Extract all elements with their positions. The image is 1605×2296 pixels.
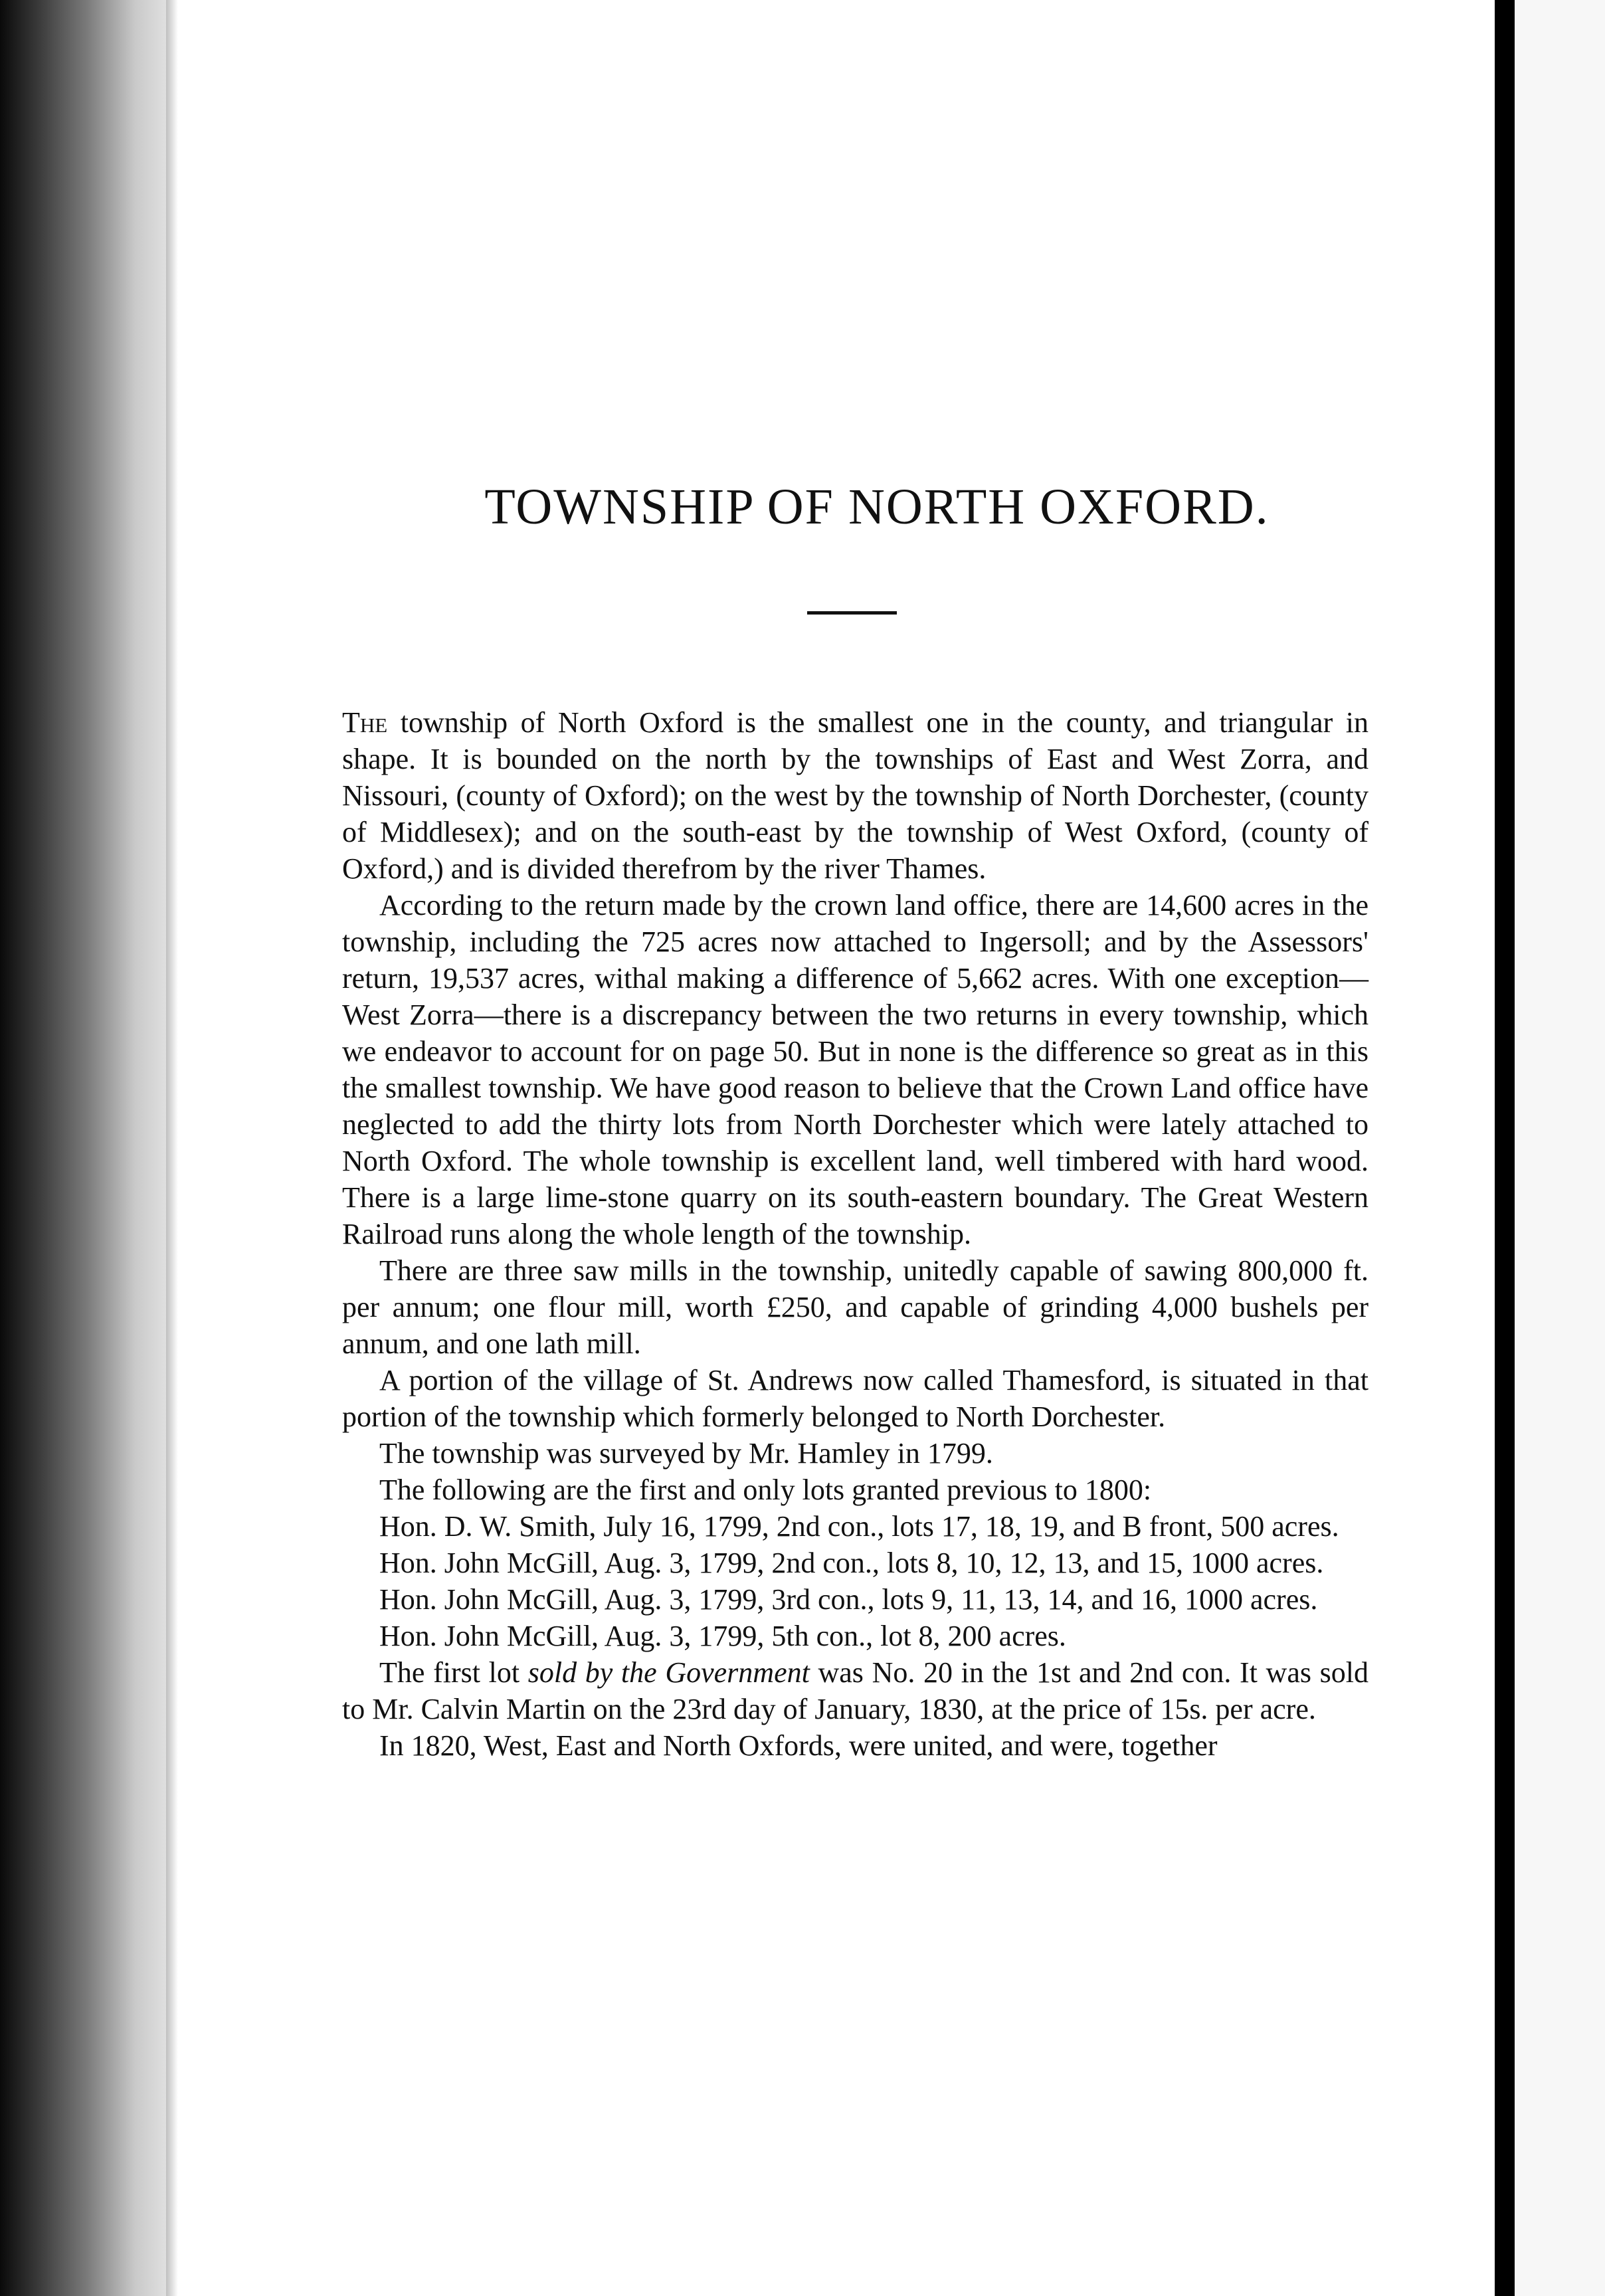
- paragraph-text: township of North Oxford is the smallest one in the county, and triangular in shape. It is bounded on the north by the townships of East and West Zorra, and Nissouri, (county of Oxford); on the west by the township of North Dorchester, (county of Middlesex); and on the south-east by the township of West Oxford, (county of Oxford,) and is divided therefrom by the river Thames.: [342, 706, 1369, 885]
- page-gutter-shadow: [166, 0, 178, 2296]
- paragraph-lead: The: [342, 706, 388, 739]
- paragraph-text: The first lot: [379, 1656, 528, 1689]
- book-spine-edge: [0, 0, 193, 2296]
- paragraph: In 1820, West, East and North Oxfords, were united, and were, together: [379, 1729, 1218, 1762]
- paragraph: [342, 704, 1369, 887]
- paragraph: There are three saw mills in the township, unitedly capable of sawing 800,000 ft. per annum; one flour mill, worth £250, and capable of grinding 4,000 bushels per annum, and one lath mill.: [342, 1254, 1369, 1360]
- paragraph: Hon. John McGill, Aug. 3, 1799, 2nd con., lots 8, 10, 12, 13, and 15, 1000 acres.: [379, 1547, 1324, 1579]
- page-gutter: [1495, 0, 1515, 2296]
- paragraph-text: was No. 20 in the 1st and 2nd con. It was sold to Mr. Calvin Martin on the 23rd day of January, 1830, at the price of 15s. per acre.: [342, 1656, 1369, 1725]
- title-rule: [807, 611, 897, 615]
- paragraph: According to the return made by the crown land office, there are 14,600 acres in the township, including the 725 acres now attached to Ingersoll; and by the Assessors' return, 19,537 acres, withal making a difference of 5,662 acres. With one exception—West Zorra—there is a discrepancy between the two returns in every township, which we endeavor to account for on page 50. But in none is the difference so great as in this the smallest township. We have good reason to believe that the Crown Land office have neglected to add the thirty lots from North Dorchester which were lately attached to North Oxford. The whole township is excellent land, well timbered with hard wood. There is a large lime-stone quarry on its south-eastern boundary. The Great Western Railroad runs along the whole length of the township.: [342, 889, 1369, 1250]
- body-text: [342, 704, 1369, 1764]
- paragraph: The following are the first and only lots granted previous to 1800:: [379, 1474, 1152, 1506]
- italic-phrase: sold by the Government: [527, 1656, 810, 1689]
- paragraph: Hon. John McGill, Aug. 3, 1799, 3rd con., lots 9, 11, 13, 14, and 16, 1000 acres.: [379, 1583, 1318, 1616]
- paragraph: A portion of the village of St. Andrews now called Thamesford, is situated in that portion of the township which formerly belonged to North Dorchester.: [342, 1364, 1369, 1433]
- paragraph: [342, 1654, 1369, 1727]
- paragraph: Hon. D. W. Smith, July 16, 1799, 2nd con., lots 17, 18, 19, and B front, 500 acres.: [379, 1510, 1339, 1543]
- paragraph: The township was surveyed by Mr. Hamley in 1799.: [379, 1437, 993, 1470]
- paragraph: Hon. John McGill, Aug. 3, 1799, 5th con., lot 8, 200 acres.: [379, 1620, 1066, 1652]
- page-title: TOWNSHIP OF NORTH OXFORD.: [484, 479, 1270, 535]
- adjacent-page-edge: [1515, 0, 1605, 2296]
